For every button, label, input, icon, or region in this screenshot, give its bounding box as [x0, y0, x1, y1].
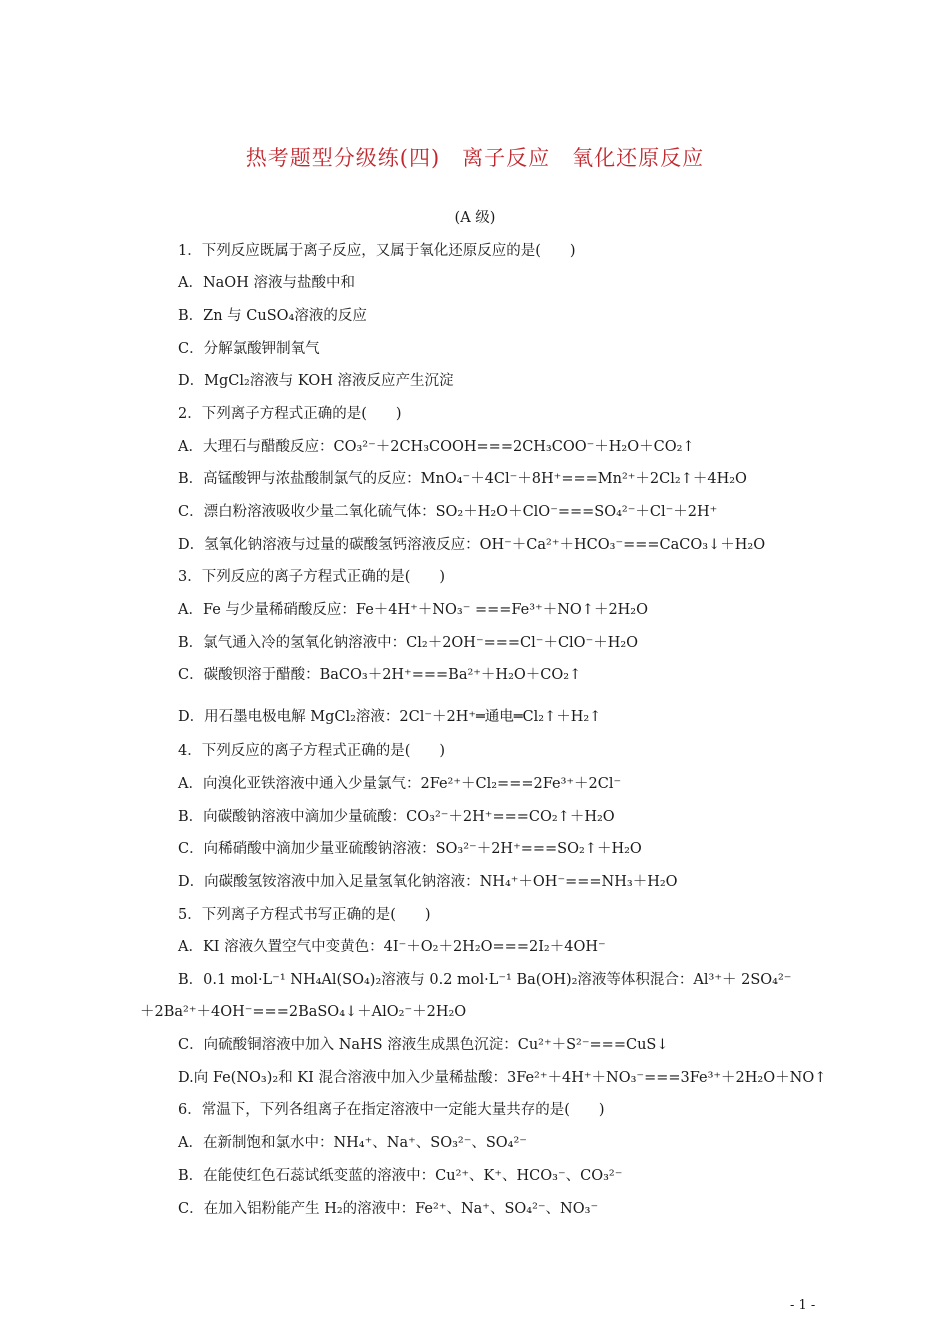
text-line: 4．下列反应的离子方程式正确的是( ) — [178, 743, 446, 759]
text-line: C．向稀硝酸中滴加少量亚硫酸钠溶液：SO₃²⁻＋2H⁺===SO₂↑＋H₂O — [178, 841, 642, 857]
text-line: 2．下列离子方程式正确的是( ) — [178, 406, 402, 422]
text-line: B．Zn 与 CuSO₄溶液的反应 — [178, 308, 367, 324]
text-line: A．NaOH 溶液与盐酸中和 — [178, 275, 355, 291]
text-line: B．在能使红色石蕊试纸变蓝的溶液中：Cu²⁺、K⁺、HCO₃⁻、CO₃²⁻ — [178, 1168, 623, 1184]
text-line: D．MgCl₂溶液与 KOH 溶液反应产生沉淀 — [178, 373, 454, 389]
text-line: C．分解氯酸钾制氧气 — [178, 341, 320, 357]
text-line: C．漂白粉溶液吸收少量二氧化硫气体：SO₂＋H₂O＋ClO⁻===SO₄²⁻＋Cl⁻＋2H⁺ — [178, 504, 718, 520]
text-line: A．KI 溶液久置空气中变黄色：4I⁻＋O₂＋2H₂O===2I₂＋4OH⁻ — [178, 939, 606, 955]
text-line: ＋2Ba²⁺＋4OH⁻===2BaSO₄↓＋AlO₂⁻＋2H₂O — [140, 1004, 467, 1020]
page-number: - 1 - — [790, 1298, 816, 1313]
text-line: D．氢氧化钠溶液与过量的碳酸氢钙溶液反应：OH⁻＋Ca²⁺＋HCO₃⁻===CaCO₃↓＋H₂O — [178, 537, 766, 553]
text-line: B．向碳酸钠溶液中滴加少量硫酸：CO₃²⁻＋2H⁺===CO₂↑＋H₂O — [178, 809, 615, 825]
text-line: C．在加入铝粉能产生 H₂的溶液中：Fe²⁺、Na⁺、SO₄²⁻、NO₃⁻ — [178, 1201, 599, 1217]
text-line: B．氯气通入冷的氢氧化钠溶液中：Cl₂＋2OH⁻===Cl⁻＋ClO⁻＋H₂O — [178, 635, 639, 651]
text-line: 3．下列反应的离子方程式正确的是( ) — [178, 569, 446, 585]
text-line: A．在新制饱和氯水中：NH₄⁺、Na⁺、SO₃²⁻、SO₄²⁻ — [178, 1135, 527, 1151]
text-line: A．大理石与醋酸反应：CO₃²⁻＋2CH₃COOH===2CH₃COO⁻＋H₂O＋CO₂↑ — [178, 439, 695, 455]
text-line: B．0.1 mol·L⁻¹ NH₄Al(SO₄)₂溶液与 0.2 mol·L⁻¹ Ba(OH)₂溶液等体积混合：Al³⁺＋ 2SO₄²⁻ — [178, 972, 792, 988]
text-line: A．Fe 与少量稀硝酸反应：Fe＋4H⁺＋NO₃⁻ ===Fe³⁺＋NO↑＋2H₂O — [178, 602, 649, 618]
text-line: 6．常温下，下列各组离子在指定溶液中一定能大量共存的是( ) — [178, 1102, 605, 1118]
text-line: 5．下列离子方程式书写正确的是( ) — [178, 907, 431, 923]
text-line: 1．下列反应既属于离子反应，又属于氧化还原反应的是( ) — [178, 243, 576, 259]
text-line: D．用石墨电极电解 MgCl₂溶液：2Cl⁻＋2H⁺═通电═Cl₂↑＋H₂↑ — [178, 709, 602, 725]
text-line: B．高锰酸钾与浓盐酸制氯气的反应：MnO₄⁻＋4Cl⁻＋8H⁺===Mn²⁺＋2Cl₂↑＋4H₂O — [178, 471, 747, 487]
text-line: C．碳酸钡溶于醋酸：BaCO₃＋2H⁺===Ba²⁺＋H₂O＋CO₂↑ — [178, 667, 582, 683]
text-line: A．向溴化亚铁溶液中通入少量氯气：2Fe²⁺＋Cl₂===2Fe³⁺＋2Cl⁻ — [178, 776, 622, 792]
document-title: 热考题型分级练(四) 离子反应 氧化还原反应 — [245, 146, 705, 170]
text-line: D.向 Fe(NO₃)₂和 KI 混合溶液中加入少量稀盐酸：3Fe²⁺＋4H⁺＋NO₃⁻===3Fe³⁺＋2H₂O＋NO↑ — [178, 1070, 827, 1086]
text-line: C．向硫酸铜溶液中加入 NaHS 溶液生成黑色沉淀：Cu²⁺＋S²⁻===CuS↓ — [178, 1037, 669, 1053]
text-line: D．向碳酸氢铵溶液中加入足量氢氧化钠溶液：NH₄⁺＋OH⁻===NH₃＋H₂O — [178, 874, 678, 890]
section-level-heading: (A 级) — [454, 210, 496, 226]
